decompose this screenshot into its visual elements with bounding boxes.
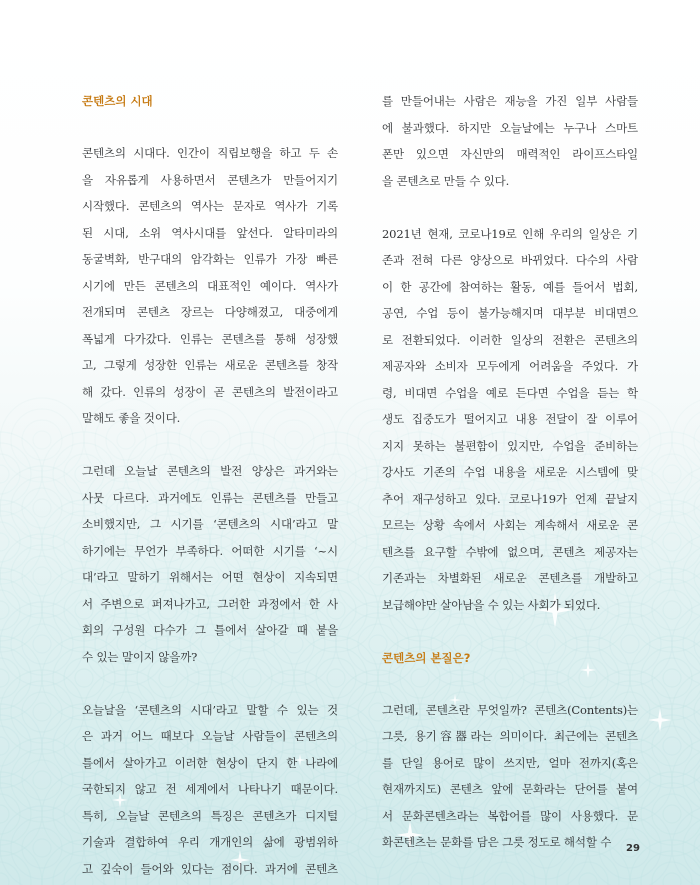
section-heading-content-era: 콘텐츠의 시대 bbox=[82, 94, 153, 108]
text-line: 생도 집중도가 떨어지고 내용 전달이 잘 이루어 bbox=[382, 412, 638, 426]
text-line: 수 있는 말이지 않을까? bbox=[82, 649, 198, 664]
text-line: 현재까지도) 콘텐츠 앞에 문화라는 단어를 붙여 bbox=[382, 782, 638, 796]
text-line: 콘텐츠의 시대다. 인간이 직립보행을 하고 두 손 bbox=[82, 146, 338, 160]
text-line: 에 불과했다. 하지만 오늘날에는 누구나 스마트 bbox=[382, 120, 638, 135]
text-line: 틀에서 살아가고 이러한 현상이 단지 한 나라에 bbox=[82, 755, 338, 770]
left-column bbox=[82, 88, 338, 882]
text-line: 국한되지 않고 전 세계에서 나타나기 때문이다. bbox=[82, 782, 338, 796]
text-line: 된 시대, 소위 역사시대를 앞선다. 알타미라의 bbox=[82, 225, 338, 240]
paragraph bbox=[382, 697, 638, 856]
text-line: 대’라고 말하기 위해서는 어떤 현상이 지속되면 bbox=[82, 570, 338, 584]
text-line: 그릇, 용기容器라는 의미이다. 최근에는 콘텐츠 bbox=[382, 729, 638, 743]
text-line: 지지 못하는 불편함이 있지만, 수업을 준비하는 bbox=[382, 438, 638, 453]
text-line: 추어 재구성하고 있다. 코로나19가 언제 끝날지 bbox=[382, 491, 638, 506]
text-line: 존과 전혀 다른 양상으로 바뀌었다. 다수의 사람 bbox=[382, 253, 638, 267]
text-line: 기술과 결합하여 우리 개개인의 삶에 광범위하 bbox=[82, 835, 338, 849]
text-line: 고 깊숙이 들어와 있다는 점이다. 과거에 콘텐츠 bbox=[82, 861, 338, 876]
text-line: 을 콘텐츠로 만들 수 있다. bbox=[382, 173, 510, 188]
text-line: 동굴벽화, 반구대의 암각화는 인류가 가장 빠른 bbox=[82, 252, 338, 266]
section-heading-essence: 콘텐츠의 본질은? bbox=[382, 650, 471, 665]
text-line: 오늘날을 ‘콘텐츠의 시대’라고 말할 수 있는 것 bbox=[82, 702, 338, 717]
text-line: 를 단일 용어로 많이 쓰지만, 얼마 전까지(혹은 bbox=[382, 755, 638, 770]
page-number: 29 bbox=[626, 843, 640, 854]
text-line: 은 과거 어느 때보다 오늘날 사람들이 콘텐츠의 bbox=[82, 729, 338, 743]
text-line: 그런데, 콘텐츠란 무엇일까? 콘텐츠(Contents)는 bbox=[382, 702, 638, 717]
left-column-body bbox=[82, 140, 338, 882]
paragraph bbox=[82, 697, 338, 883]
text-line: 시기에 만든 콘텐츠의 대표적인 예이다. 역사가 bbox=[82, 278, 338, 293]
text-line: 폰만 있으면 자신만의 매력적인 라이프스타일 bbox=[382, 147, 638, 161]
text-line: 텐츠를 요구할 수밖에 없으며, 콘텐츠 제공자는 bbox=[382, 544, 638, 559]
text-line: 2021년 현재, 코로나19로 인해 우리의 일상은 기 bbox=[382, 226, 638, 241]
text-line: 화콘텐츠는 문화를 담은 그릇 정도로 해석할 수 bbox=[382, 835, 612, 849]
text-line: 서 주변으로 퍼져나가고, 그러한 과정에서 한 사 bbox=[82, 596, 338, 611]
paragraph bbox=[82, 140, 338, 432]
paragraph bbox=[382, 88, 638, 194]
text-line: 를 만들어내는 사람은 재능을 가진 일부 사람들 bbox=[382, 94, 638, 108]
text-line: 하기에는 무언가 부족하다. 어떠한 시기를 ‘~시 bbox=[82, 543, 338, 558]
text-line: 기존과는 차별화된 새로운 콘텐츠를 개발하고 bbox=[382, 571, 638, 585]
text-line: 회의 구성원 다수가 그 틀에서 살아갈 때 붙을 bbox=[82, 623, 338, 637]
text-line: 령, 비대면 수업을 예로 든다면 수업을 듣는 학 bbox=[382, 385, 638, 400]
text-line: 고, 그렇게 성장한 인류는 새로운 콘텐츠를 창작 bbox=[82, 358, 338, 372]
text-line: 말해도 좋을 것이다. bbox=[82, 411, 181, 425]
paragraph bbox=[382, 221, 638, 619]
text-line: 강사도 기존의 수업 내용을 새로운 시스템에 맞 bbox=[382, 465, 638, 479]
text-line: 공연, 수업 등이 불가능해지며 대부분 비대면으 bbox=[382, 306, 638, 320]
text-line: 사뭇 다르다. 과거에도 인류는 콘텐츠를 만들고 bbox=[82, 490, 338, 505]
text-line: 시작했다. 콘텐츠의 역사는 문자로 역사가 기록 bbox=[82, 199, 338, 213]
text-line: 제공자와 소비자 모두에게 어려움을 주었다. 가 bbox=[382, 359, 638, 373]
right-column-body-top bbox=[382, 88, 638, 618]
text-line: 해 갔다. 인류의 성장이 곧 콘텐츠의 발전이라고 bbox=[82, 384, 338, 399]
text-line: 모르는 상황 속에서 사회는 계속해서 새로운 콘 bbox=[382, 518, 638, 532]
text-line: 소비했지만, 그 시기를 ‘콘텐츠의 시대’라고 말 bbox=[82, 517, 338, 531]
text-line: 이 한 공간에 참여하는 활동, 예를 들어서 법회, bbox=[382, 279, 638, 294]
text-line: 서 문화콘텐츠라는 복합어를 많이 사용했다. 문 bbox=[382, 808, 638, 823]
text-line: 보급해야만 살아남을 수 있는 사회가 되었다. bbox=[382, 597, 601, 612]
right-column-body-bottom bbox=[382, 697, 638, 856]
right-column bbox=[382, 88, 638, 856]
text-line: 전개되며 콘텐츠 장르는 다양해졌고, 대중에게 bbox=[82, 305, 338, 319]
text-line: 그런데 오늘날 콘텐츠의 발전 양상은 과거와는 bbox=[82, 464, 338, 478]
text-line: 폭넓게 다가갔다. 인류는 콘텐츠를 통해 성장했 bbox=[82, 331, 338, 346]
paragraph bbox=[82, 458, 338, 670]
text-line: 특히, 오늘날 콘텐츠의 특징은 콘텐츠가 디지털 bbox=[82, 808, 338, 823]
text-line: 을 자유롭게 사용하면서 콘텐츠가 만들어지기 bbox=[82, 172, 338, 187]
text-line: 로 전환되었다. 이러한 일상의 전환은 콘텐츠의 bbox=[382, 332, 638, 347]
